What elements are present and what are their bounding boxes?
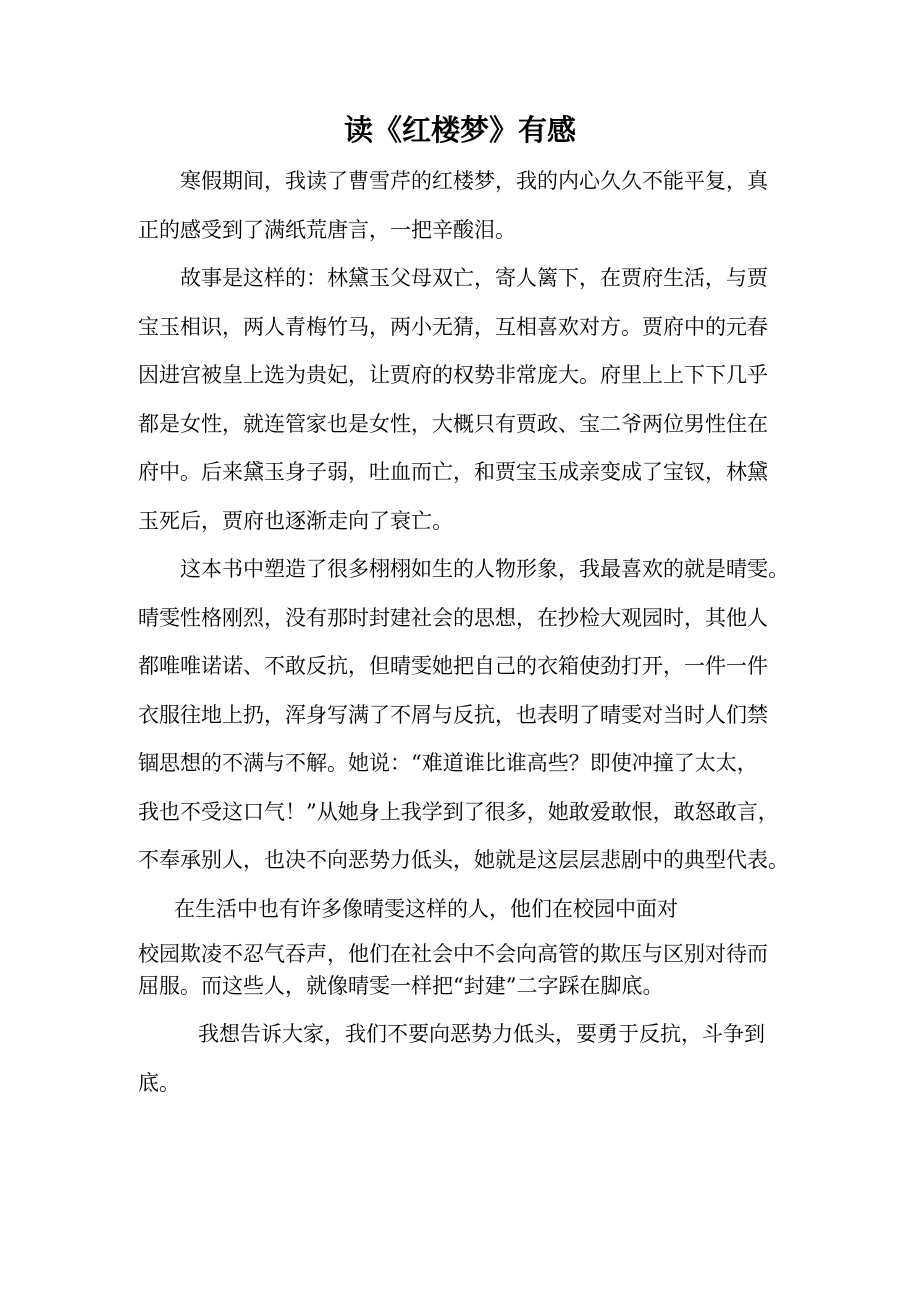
text-line: 因进宫被皇上选为贵妃，让贾府的权势非常庞大。府里上上下下几乎 [138, 363, 768, 387]
text-line: 衣服往地上扔，浑身写满了不屑与反抗，也表明了晴雯对当时人们禁 [138, 702, 768, 727]
paragraph-4 [138, 885, 798, 934]
text-line: 晴雯性格刚烈，没有那时封建社会的思想，在抄检大观园时，其他人 [138, 605, 768, 630]
paragraph-3 [138, 545, 798, 885]
text-line: 玉死后，贾府也逐渐走向了衰亡。 [138, 508, 453, 533]
text-line: 我想告诉大家，我们不要向恶势力低头，要勇于反抗，斗争到 [198, 1022, 765, 1046]
text-line: 寒假期间，我读了曹雪芹的红楼梦，我的内心久久不能平复，真 [180, 169, 768, 193]
text-line: 都是女性，就连管家也是女性，大概只有贾政、宝二爷两位男性住在 [138, 411, 768, 436]
text-line: 校园欺凌不忍气吞声，他们在社会中不会向高管的欺压与区别对待而 [138, 942, 768, 966]
text-line: 不奉承别人，也决不向恶势力低头，她就是这层层悲剧中的典型代表。 [138, 848, 789, 872]
text-line: 这本书中塑造了很多栩栩如生的人物形象，我最喜欢的就是晴雯。 [180, 557, 789, 581]
paragraph-6 [138, 1010, 798, 1107]
text-line: 锢思想的不满与不解。她说：“难道谁比谁高些？即使冲撞了太太， [138, 751, 758, 775]
text-line: 宝玉相识，两人青梅竹马，两小无猜，互相喜欢对方。贾府中的元春 [138, 314, 768, 339]
text-line: 都唯唯诺诺、不敢反抗，但晴雯她把自己的衣箱使劲打开，一件一件 [138, 654, 768, 678]
text-line: 正的感受到了满纸荒唐言，一把辛酸泪。 [138, 217, 516, 242]
text-line: 屈服。而这些人，就像晴雯一样把“封建”二字踩在脚底。 [138, 974, 664, 998]
paragraph-5 [138, 938, 798, 1002]
text-line: 故事是这样的：林黛玉父母双亡，寄人篱下，在贾府生活，与贾 [180, 266, 768, 290]
text-line: 在生活中也有许多像晴雯这样的人，他们在校园中面对 [174, 897, 678, 921]
text-line: 府中。后来黛玉身子弱，吐血而亡，和贾宝玉成亲变成了宝钗，林黛 [138, 460, 768, 484]
text-line: 我也不受这口气！”从她身上我学到了很多，她敢爱敢恨，敢怒敢言， [138, 799, 779, 824]
paragraph-2 [138, 254, 798, 545]
document-title: 读《红楼梦》有感 [343, 113, 576, 147]
text-line: 底。 [138, 1070, 180, 1095]
paragraph-1 [138, 157, 798, 254]
